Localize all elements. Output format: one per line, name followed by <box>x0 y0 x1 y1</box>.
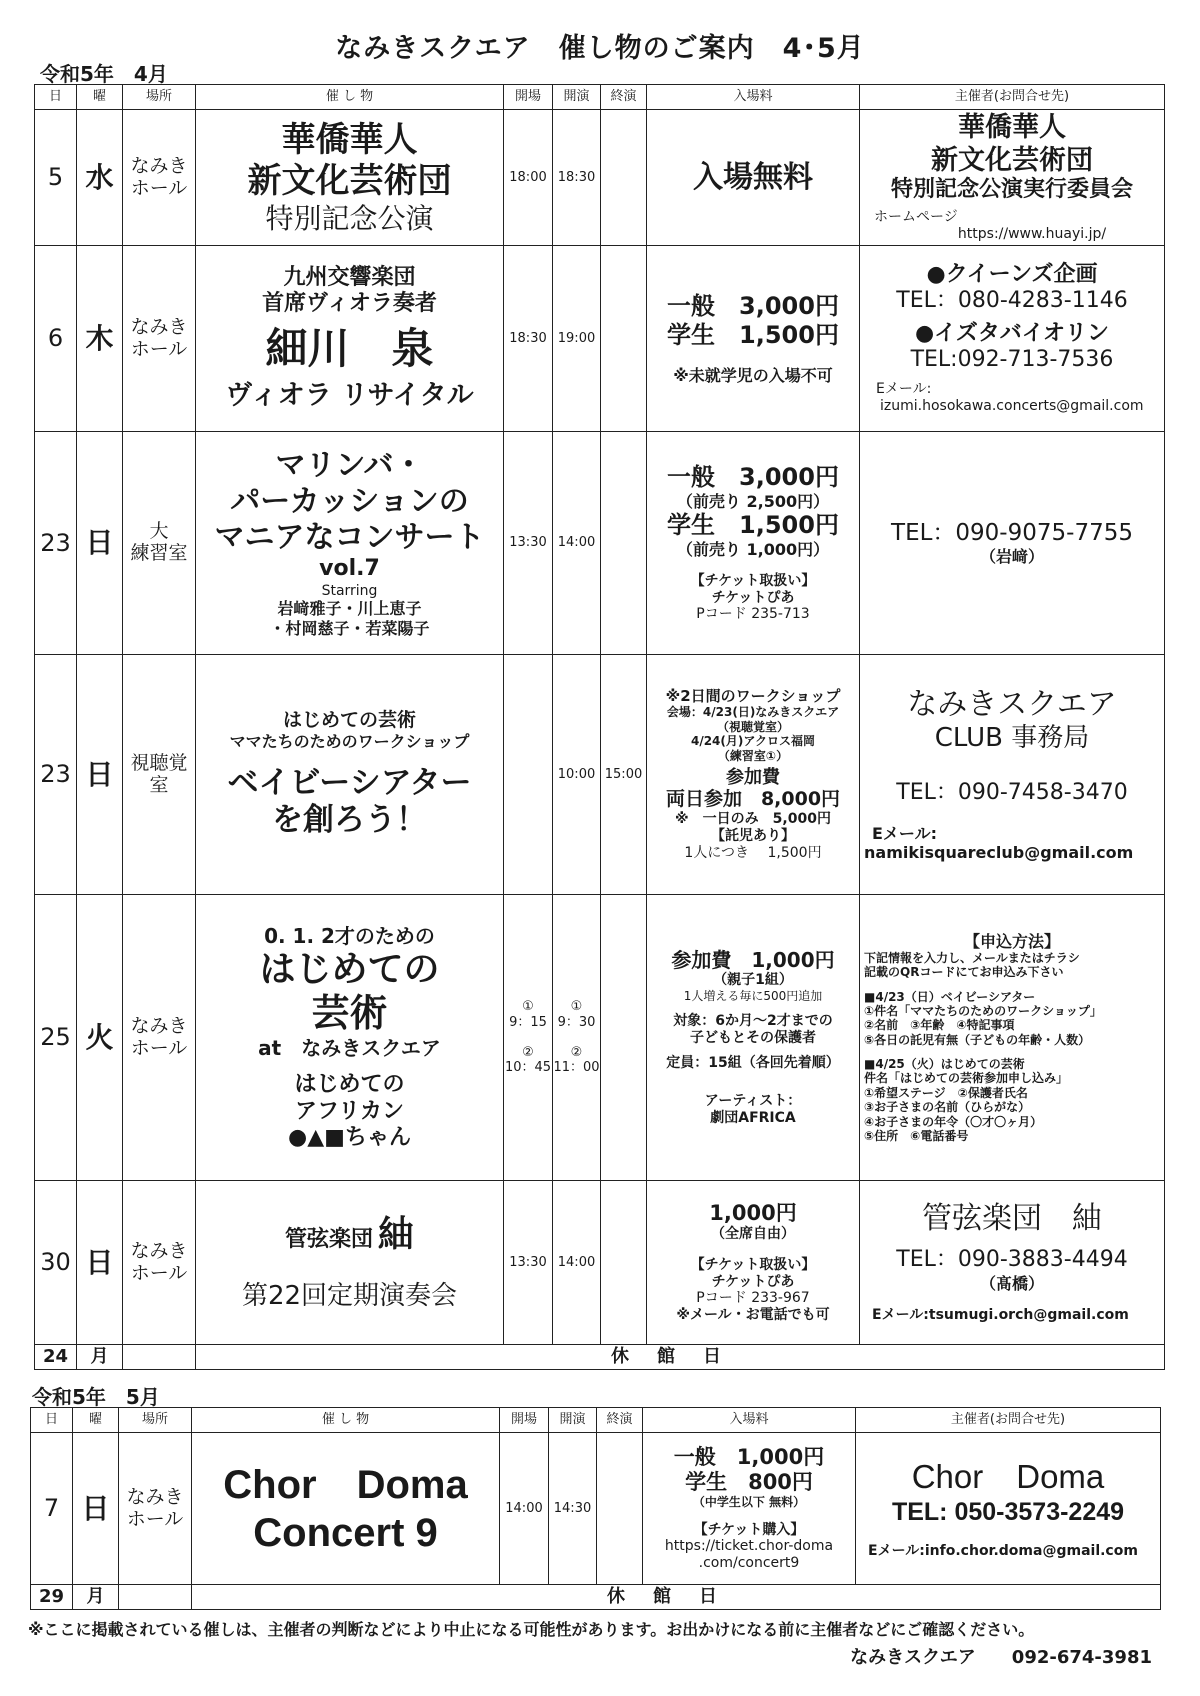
org-line: ■4/25（火）はじめての芸術 <box>864 1057 1025 1072</box>
event-subtitle: ヴィオラ リサイタル <box>225 379 474 411</box>
weekday-cell: 水 <box>77 110 123 246</box>
organizer-cell <box>860 110 1165 246</box>
end-time <box>601 895 647 1181</box>
org-email-label: Eメール: <box>872 824 938 844</box>
day-cell: 23 <box>35 432 77 655</box>
time-line: 9：30 <box>557 1014 596 1030</box>
fee-line: 参加費 1,000円 <box>671 947 835 972</box>
fee-line: （親子1組） <box>713 971 793 988</box>
fee-line: （練習室①） <box>717 748 789 763</box>
april-schedule-table <box>34 84 1165 1370</box>
end-time <box>597 1433 643 1585</box>
event-cell <box>196 432 504 655</box>
start-time: 19:00 <box>553 246 601 432</box>
fee-note: ※未就学児の入場不可 <box>673 365 833 385</box>
open-time: 14:00 <box>500 1433 549 1585</box>
time-line: 11：00 <box>553 1060 600 1076</box>
event-title: はじめての <box>259 948 440 990</box>
start-time: 10:00 <box>553 655 601 895</box>
venue-cell <box>123 895 196 1181</box>
open-time <box>504 895 553 1181</box>
start-time: 18:30 <box>553 110 601 246</box>
org-contact-name: （髙橋） <box>979 1273 1044 1293</box>
fee-line: 両日参加 8,000円 <box>665 788 841 811</box>
open-time: 13:30 <box>504 1181 553 1345</box>
org-line: 記載のQRコードにてお申込み下さい <box>864 965 1064 980</box>
fee-line: 子どもとその保護者 <box>690 1029 816 1046</box>
table-row <box>35 246 1165 432</box>
day-cell: 29 <box>31 1585 73 1610</box>
org-email[interactable]: izumi.hosokawa.concerts@gmail.com <box>880 398 1144 415</box>
header-fee: 入場料 <box>647 85 860 110</box>
venue-line: ホール <box>130 1261 188 1284</box>
weekday-cell: 月 <box>77 1345 123 1370</box>
fee-ticket-label: 【チケット取扱い】 <box>690 1256 816 1273</box>
fee-cell <box>647 110 860 246</box>
end-time: 15:00 <box>601 655 647 895</box>
header-dow: 曜 <box>77 85 123 110</box>
fee-line: 一般 3,000円 <box>667 292 839 321</box>
header-venue: 場所 <box>123 85 196 110</box>
event-cell <box>196 895 504 1181</box>
organizer-cell <box>860 895 1165 1181</box>
fee-cell <box>647 1181 860 1345</box>
table-row <box>35 655 1165 895</box>
weekday-cell: 木 <box>77 246 123 432</box>
org-email[interactable]: Eメール:info.chor.doma@gmail.com <box>868 1542 1138 1559</box>
venue-line: ホール <box>126 1507 184 1530</box>
event-performers: ・村岡慈子・若菜陽子 <box>269 618 430 638</box>
event-title: 華僑華人 <box>281 119 418 160</box>
org-line: ④お子さまの年令（〇才〇ヶ月） <box>864 1114 1043 1129</box>
venue-line: なみき <box>130 1014 188 1037</box>
time-line: ② <box>570 1044 583 1060</box>
time-line: ① <box>570 999 583 1015</box>
fee-line: 会場：4/23(日)なみきスクエア <box>666 705 840 720</box>
weekday-cell: 日 <box>73 1433 119 1585</box>
fee-line: 学生 800円 <box>685 1470 813 1495</box>
org-name: なみきスクエア <box>907 686 1117 722</box>
fee-ticket-vendor: チケットぴあ <box>711 589 795 606</box>
table-header-row <box>31 1408 1161 1433</box>
event-line: 管弦楽団 <box>284 1227 373 1253</box>
open-time: 18:30 <box>504 246 553 432</box>
weekday-cell: 日 <box>77 432 123 655</box>
org-email[interactable]: namikisquareclub@gmail.com <box>864 843 1134 863</box>
org-email-label: Eメール: <box>876 381 932 398</box>
event-title: マリンバ・ <box>275 448 424 484</box>
org-email[interactable]: Eメール:tsumugi.orch@gmail.com <box>872 1306 1129 1323</box>
venue-line: なみき <box>126 1485 184 1508</box>
time-line: 10：45 <box>504 1060 552 1076</box>
organizer-cell <box>860 1181 1165 1345</box>
open-time: 18:00 <box>504 110 553 246</box>
fee-ticket-label: 【チケット取扱い】 <box>690 572 816 589</box>
venue-line: 大 <box>149 520 169 543</box>
header-open: 開場 <box>504 85 553 110</box>
org-homepage-label: ホームページ <box>874 209 958 226</box>
fee-line: アーティスト： <box>704 1093 802 1110</box>
open-time: 13:30 <box>504 432 553 655</box>
org-name: CLUB 事務局 <box>934 722 1090 753</box>
fee-line: 1人につき 1,500円 <box>684 844 822 861</box>
event-line: ママたちのためのワークショップ <box>229 732 470 752</box>
organizer-cell <box>860 246 1165 432</box>
closed-text: 休館日 <box>607 1586 745 1608</box>
venue-line: ホール <box>130 176 188 199</box>
event-title: 芸術 <box>311 990 388 1035</box>
event-title: パーカッションの <box>230 484 469 520</box>
day-cell: 6 <box>35 246 77 432</box>
event-volume: vol.7 <box>319 556 380 582</box>
fee-ticket-code: Pコード 233-967 <box>696 1290 810 1307</box>
start-time: 14:30 <box>549 1433 597 1585</box>
closed-row <box>35 1345 1165 1370</box>
header-event: 催 し 物 <box>196 85 504 110</box>
may-section-label: 令和5年 5月 <box>32 1385 160 1409</box>
fee-cell <box>647 246 860 432</box>
day-cell: 23 <box>35 655 77 895</box>
weekday-cell: 日 <box>77 1181 123 1345</box>
org-line: TEL:092-713-7536 <box>910 347 1114 373</box>
fee-line: （全席自由） <box>711 1226 795 1243</box>
fee-line: 1,000円 <box>709 1200 797 1225</box>
event-line: at なみきスクエア <box>258 1036 441 1061</box>
event-line: はじめての <box>294 1072 405 1098</box>
venue-line: 視聴覚 <box>130 751 188 774</box>
event-title: 紬 <box>378 1214 415 1256</box>
time-line: ② <box>522 1044 534 1060</box>
org-name: 新文化芸術団 <box>931 144 1093 176</box>
day-cell: 25 <box>35 895 77 1181</box>
fee-ticket-code: Pコード 235-713 <box>696 606 810 623</box>
header-start: 開演 <box>549 1408 597 1433</box>
fee-line: 学生 1,500円 <box>667 510 839 539</box>
venue-line: 練習室 <box>130 542 188 564</box>
event-starring: Starring <box>321 582 378 599</box>
venue-cell <box>123 110 196 246</box>
event-line: 0. 1. 2才のための <box>264 923 435 948</box>
weekday-cell: 火 <box>77 895 123 1181</box>
fee-ticket-vendor: チケットぴあ <box>711 1273 795 1290</box>
header-venue: 場所 <box>119 1408 192 1433</box>
header-open: 開場 <box>500 1408 549 1433</box>
venue-line: ホール <box>130 337 188 360</box>
org-contact-name: （岩﨑） <box>979 547 1044 567</box>
open-time <box>504 655 553 895</box>
table-row <box>35 1181 1165 1345</box>
organizer-cell <box>860 655 1165 895</box>
venue-cell <box>123 655 196 895</box>
event-line: ●▲■ちゃん <box>288 1125 411 1151</box>
day-cell: 24 <box>35 1345 77 1370</box>
april-section-label: 令和5年 4月 <box>40 62 168 86</box>
closed-notice <box>196 1345 1165 1370</box>
event-cell <box>196 1181 504 1345</box>
footer-contact: なみきスクエア 092-674-3981 <box>850 1647 1152 1668</box>
fee-line: 一般 1,000円 <box>673 1444 825 1469</box>
org-name: 管弦楽団 紬 <box>922 1201 1102 1237</box>
fee-cell <box>643 1433 856 1585</box>
day-cell: 30 <box>35 1181 77 1345</box>
header-start: 開演 <box>553 85 601 110</box>
start-time: 14:00 <box>553 432 601 655</box>
table-header-row <box>35 85 1165 110</box>
table-row <box>35 110 1165 246</box>
venue-cell <box>119 1433 192 1585</box>
org-line: ■4/23（日）ベイビーシアター <box>864 989 1036 1004</box>
venue-line: なみき <box>130 315 188 338</box>
event-subtitle: 特別記念公演 <box>265 201 434 235</box>
header-event: 催 し 物 <box>192 1408 500 1433</box>
event-cell <box>196 246 504 432</box>
venue-cell <box>123 246 196 432</box>
fee-line: 劇団AFRICA <box>710 1110 796 1127</box>
end-time <box>601 110 647 246</box>
venue-cell <box>123 1181 196 1345</box>
org-name: Chor Doma <box>911 1458 1105 1496</box>
fee-line: 定員：15組（各回先着順） <box>666 1054 840 1071</box>
org-line: ③お子さまの名前（ひらがな） <box>864 1100 1031 1115</box>
fee-cell <box>647 432 860 655</box>
event-title: Chor Doma <box>223 1462 468 1507</box>
end-time <box>601 432 647 655</box>
org-line: 【申込方法】 <box>963 931 1060 951</box>
day-cell: 5 <box>35 110 77 246</box>
org-phone: TEL：090-7458-3470 <box>896 779 1128 805</box>
fee-line: ※ 一日のみ 5,000円 <box>675 811 831 828</box>
event-title: 細川 泉 <box>265 323 434 373</box>
event-performers: 岩﨑雅子・川上恵子 <box>277 599 422 619</box>
event-title: ベイビーシアター <box>227 765 472 802</box>
event-cell <box>192 1433 500 1585</box>
org-line: ①希望ステージ ②保護者氏名 <box>864 1085 1028 1100</box>
start-time: 14:00 <box>553 1181 601 1345</box>
fee-line: 一般 3,000円 <box>667 462 839 491</box>
fee-line: 1人増える毎に500円追加 <box>683 988 823 1003</box>
header-end: 終演 <box>597 1408 643 1433</box>
closed-notice <box>192 1585 1161 1610</box>
event-line: 九州交響楽団 <box>283 264 416 290</box>
fee-line: 入場無料 <box>693 159 813 195</box>
org-line: ●イズタバイオリン <box>914 320 1110 346</box>
start-time <box>553 895 601 1181</box>
time-line: 9：15 <box>509 1014 547 1030</box>
event-line: 首席ヴィオラ奏者 <box>262 291 437 317</box>
event-title: 新文化芸術団 <box>247 160 452 201</box>
weekday-cell: 月 <box>73 1585 119 1610</box>
fee-ticket-url[interactable]: .com/concert9 <box>698 1555 800 1572</box>
org-line: ⑤各日の託児有無（子どもの年齢・人数） <box>864 1032 1091 1047</box>
org-committee: 特別記念公演実行委員会 <box>890 176 1133 202</box>
fee-cell <box>647 895 860 1181</box>
org-line: ②名前 ③年齢 ④特記事項 <box>864 1018 1015 1033</box>
may-schedule-table <box>30 1407 1161 1610</box>
event-line: はじめての芸術 <box>282 709 416 732</box>
venue-cell <box>119 1585 192 1610</box>
footnote: ※ここに掲載されている催しは、主催者の判断などにより中止になる可能性があります。お出かけになる前に主催者などにご確認ください。 <box>28 1620 1035 1639</box>
header-day: 日 <box>35 85 77 110</box>
header-end: 終演 <box>601 85 647 110</box>
table-row <box>31 1433 1161 1585</box>
venue-cell <box>123 432 196 655</box>
org-line: ①件名「ママたちのためのワークショップ」 <box>864 1003 1102 1018</box>
org-phone: TEL：090-9075-7755 <box>891 519 1133 546</box>
venue-line: なみき <box>130 1239 188 1262</box>
org-line: ●クイーンズ企画 <box>926 261 1098 287</box>
org-line: TEL：080-4283-1146 <box>896 288 1128 314</box>
day-cell: 7 <box>31 1433 73 1585</box>
fee-cell <box>647 655 860 895</box>
header-fee: 入場料 <box>643 1408 856 1433</box>
venue-line: ホール <box>130 1036 188 1059</box>
organizer-cell <box>860 432 1165 655</box>
event-title: Concert 9 <box>253 1510 438 1555</box>
header-organizer: 主催者(お問合せ先) <box>856 1408 1161 1433</box>
org-name: 華僑華人 <box>958 112 1066 144</box>
table-row <box>35 895 1165 1181</box>
fee-label: 参加費 <box>726 766 780 788</box>
event-cell <box>196 655 504 895</box>
org-homepage-url[interactable]: https://www.huayi.jp/ <box>957 226 1107 243</box>
event-line: アフリカン <box>295 1098 404 1124</box>
fee-ticket-url[interactable]: https://ticket.chor-doma <box>664 1538 834 1555</box>
fee-line: 4/24(月)アクロス福岡 <box>690 734 816 749</box>
event-subtitle: 第22回定期演奏会 <box>241 1280 458 1311</box>
table-row <box>35 432 1165 655</box>
fee-line: 学生 1,500円 <box>667 320 839 349</box>
page-title: なみきスクエア 催し物のご案内 4･5月 <box>335 33 865 64</box>
end-time <box>601 1181 647 1345</box>
fee-line: 【託児あり】 <box>711 828 795 845</box>
header-dow: 曜 <box>73 1408 119 1433</box>
header-day: 日 <box>31 1408 73 1433</box>
org-phone: TEL: 050-3573-2249 <box>891 1497 1125 1526</box>
venue-line: なみき <box>130 154 188 177</box>
org-phone: TEL：090-3883-4494 <box>896 1247 1128 1273</box>
venue-cell <box>123 1345 196 1370</box>
closed-row <box>31 1585 1161 1610</box>
time-line: ① <box>522 999 534 1015</box>
event-title: マニアなコンサート <box>214 520 485 556</box>
fee-line: （前売り 2,500円） <box>676 491 830 511</box>
end-time <box>601 246 647 432</box>
org-line: 件名「はじめての芸術参加申し込み」 <box>864 1071 1069 1086</box>
fee-note: ※メール・お電話でも可 <box>676 1307 830 1324</box>
event-title: を創ろう！ <box>272 802 427 839</box>
fee-line: （視聴覚室） <box>716 719 789 734</box>
header-organizer: 主催者(お問合せ先) <box>860 85 1165 110</box>
org-line: 下記情報を入力し、メールまたはチラシ <box>864 950 1080 965</box>
fee-line: 対象：6か月～2才までの <box>673 1013 833 1030</box>
org-line: ⑤住所 ⑥電話番号 <box>864 1129 969 1144</box>
event-cell <box>196 110 504 246</box>
fee-line: （前売り 1,000円） <box>676 539 830 559</box>
fee-ticket-label: 【チケット購入】 <box>693 1521 805 1538</box>
weekday-cell: 日 <box>77 655 123 895</box>
fee-line: ※2日間のワークショップ <box>665 687 841 706</box>
fee-note: （中学生以下 無料） <box>692 1495 806 1510</box>
closed-text: 休館日 <box>611 1346 749 1368</box>
venue-line: 室 <box>149 773 169 796</box>
organizer-cell <box>856 1433 1161 1585</box>
